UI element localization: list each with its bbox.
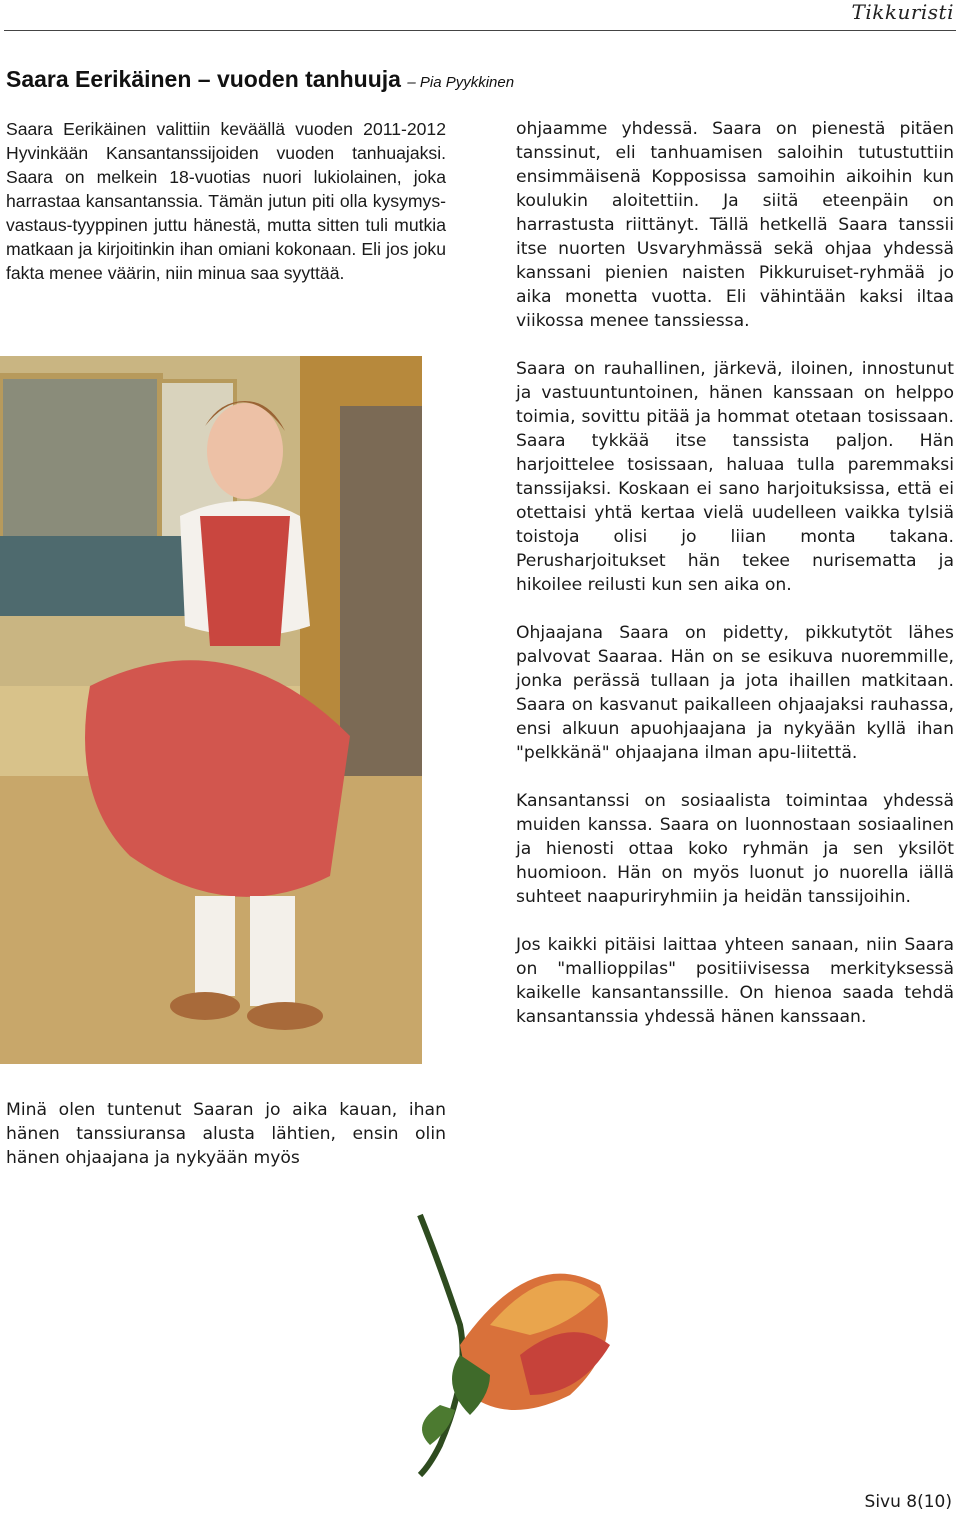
article-headline bbox=[6, 66, 514, 93]
paragraph-together: ohjaamme yhdessä. Saara on pienestä pitäen tanssinut, eli tanhuamisen saloihin tutustuttiin ensimmäisenä Kopposissa samoihin aikoihin kun koulukin aloitettiin. Ja siitä eteenpäin on harrastusta riittänyt. Tällä hetkellä Saara tanssii itse nuorten Usvaryhmässä sekä ohjaa yhdessä kanssani pienien naisten Pikkuruiset-ryhmää jo aika monetta vuotta. Eli vähintään kaksi iltaa viikossa menee tanssiessa. bbox=[516, 119, 954, 331]
dancer-photo bbox=[0, 356, 422, 1064]
paragraph-personality: Saara on rauhallinen, järkevä, iloinen, innostunut ja vastuuntuntoinen, hänen kanssaan on helppo toimia, sovittu pitää ja hommat otetaan tosissaan. Saara tykkää itse tanssista paljon. Hän harjoittelee tosissaan, haluaa tulla paremmaksi tanssijaksi. Koskaan ei sano harjoituksissa, että ei otettaisi yhtä kertaa vielä uudelleen vaikka tylsiä toistoja olisi jo liian monta takana. Perusharjoitukset hän tekee nurisematta ja hikoilee reilusti kun sen aika on. bbox=[516, 359, 954, 595]
closing-left-paragraph: Minä olen tuntenut Saaran jo aika kauan, ihan hänen tanssiuransa alusta lähtien, ensin olin hänen ohjaajana ja nykyään myös bbox=[6, 1100, 446, 1168]
paragraph-instructor: Ohjaajana Saara on pidetty, pikkutytöt lähes palvovat Saaraa. Hän on se esikuva nuoremmille, jonka perässä tullaan ja jota ihaillen matkitaan. Saara on kasvanut paikalleen ohjaajaksi rauhassa, ensi alkuun apuohjaajana ja nykyään kyllä ihan "pelkkänä" ohjaajana ilman apu-liitettä. bbox=[516, 623, 954, 763]
paragraph-social: Kansantanssi on sosiaalista toimintaa yhdessä muiden kanssa. Saara on luonnostaan sosiaalinen ja hienosti ottaa koko ryhmän ja sen yksilöt huomioon. Hän on myös luonut jo nuorella iällä suhteet naapuriryhmiin ja heidän tanssijoihin. bbox=[516, 791, 954, 907]
magazine-title: Tikkuristi bbox=[851, 0, 954, 24]
intro-paragraph: Saara Eerikäinen valittiin keväällä vuoden 2011-2012 Hyvinkään Kansantanssijoiden vuoden tanhuajaksi. Saara on melkein 18-vuotias nuori lukiolainen, joka harrastaa kansantanssia. Tämän jutun piti olla kysymys-vastaus-tyyppinen juttu hänestä, mutta sitten tuli mutkia matkaan ja kirjoitinkin ihan omiani kokonaan. Eli jos joku fakta menee väärin, niin minua saa syyttää. bbox=[6, 119, 446, 283]
page-number: Sivu 8(10) bbox=[864, 1492, 952, 1512]
paragraph-summary: Jos kaikki pitäisi laittaa yhteen sanaan, niin Saara on "mallioppilas" positiivisessa merkityksessä kaikelle kansantanssille. On hienoa saada tehdä kansantanssia yhdessä hänen kanssaan. bbox=[516, 935, 954, 1027]
article-author: – Pia Pyykkinen bbox=[407, 74, 515, 91]
header-divider bbox=[4, 30, 956, 31]
right-column bbox=[516, 117, 954, 1053]
rose-image bbox=[400, 1205, 630, 1480]
article-title: Saara Eerikäinen – vuoden tanhuuja bbox=[6, 66, 401, 92]
